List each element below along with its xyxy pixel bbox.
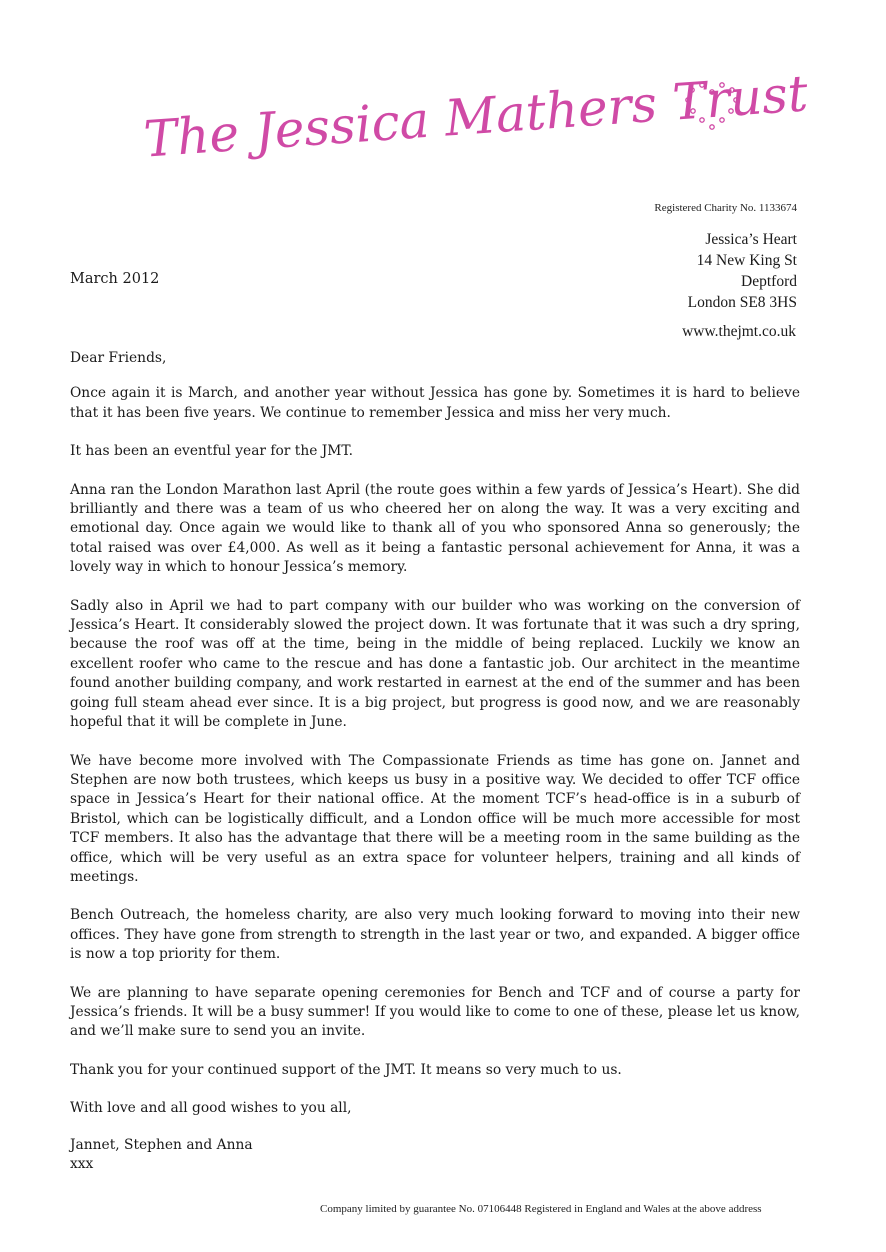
trust-logo [140, 64, 810, 180]
signature-block [70, 1136, 253, 1175]
address-line: 14 New King St [696, 252, 797, 269]
paragraph: We have become more involved with The Compassionate Friends as time has gone on. Jannet and Stephen are now both trustees, which keeps us busy in a positive way. We decided to offer TCF office space in Jessica’s Heart for their national office. At the moment TCF’s head-office is in a suburb of Bristol, which can be logistically difficult, and a London office will be much more accessible for most TCF members. It also has the advantage that there will be a meeting room in the same building as the office, which will be very useful as an extra space for volunteer helpers, training and all kinds of meetings. [70, 752, 800, 885]
paragraph: Thank you for your continued support of the JMT. It means so very much to us. [70, 1061, 622, 1078]
paragraph: Once again it is March, and another year without Jessica has gone by. Sometimes it is hard to believe that it has been five years. We continue to remember Jessica and miss her very much. [70, 385, 800, 421]
letter-body [70, 349, 800, 1157]
paragraph: Bench Outreach, the homeless charity, are also very much looking forward to moving into their new offices. They have gone from strength to strength in the last year or two, and expanded. A bigger office is now a top priority for them. [70, 907, 800, 963]
charity-number: Registered Charity No. 1133674 [654, 202, 797, 214]
company-footer: Company limited by guarantee No. 07106448 Registered in England and Wales at the above address [320, 1203, 762, 1215]
paragraph: Sadly also in April we had to part company with our builder who was working on the conversion of Jessica’s Heart. It considerably slowed the project down. It was fortunate that it was such a dry spring, because the roof was off at the time, being in the middle of being replaced. Luckily we know an excellent roofer who came to the rescue and has done a fantastic job. Our architect in the meantime found another building company, and work restarted in earnest at the end of the summer and has been going full steam ahead ever since. It is a big project, but progress is good now, and we are reasonably hopeful that it will be complete in June. [70, 597, 800, 731]
paragraph: It has been an eventful year for the JMT. [70, 443, 353, 460]
website-link[interactable]: www.thejmt.co.uk [682, 323, 796, 340]
sender-address [688, 229, 797, 313]
address-line: London SE8 3HS [687, 294, 797, 311]
address-line: Deptford [741, 273, 797, 290]
paragraph: We are planning to have separate opening ceremonies for Bench and TCF and of course a party for Jessica’s friends. It will be a busy summer! If you would like to come to one of these, please let us know, and we’ll make sure to send you an invite. [70, 984, 800, 1040]
letter-date: March 2012 [70, 271, 160, 287]
logo-text: The Jessica Mathers Trust [141, 64, 810, 169]
kisses: xxx [70, 1156, 94, 1173]
paragraph: Anna ran the London Marathon last April (the route goes within a few yards of Jessica’s Heart). She did brilliantly and there was a team of us who cheered her on along the way. It was a very exciting and emotional day. Once again we would like to thank all of you who sponsored Anna so generously; the total raised was over £4,000. As well as it being a fantastic personal achievement for Anna, it was a lovely way in which to honour Jessica’s memory. [70, 481, 800, 576]
closing: With love and all good wishes to you all, [70, 1100, 352, 1117]
letterhead [140, 64, 810, 180]
address-line: Jessica’s Heart [705, 231, 797, 248]
greeting: Dear Friends, [70, 350, 167, 366]
signature: Jannet, Stephen and Anna [70, 1137, 253, 1153]
